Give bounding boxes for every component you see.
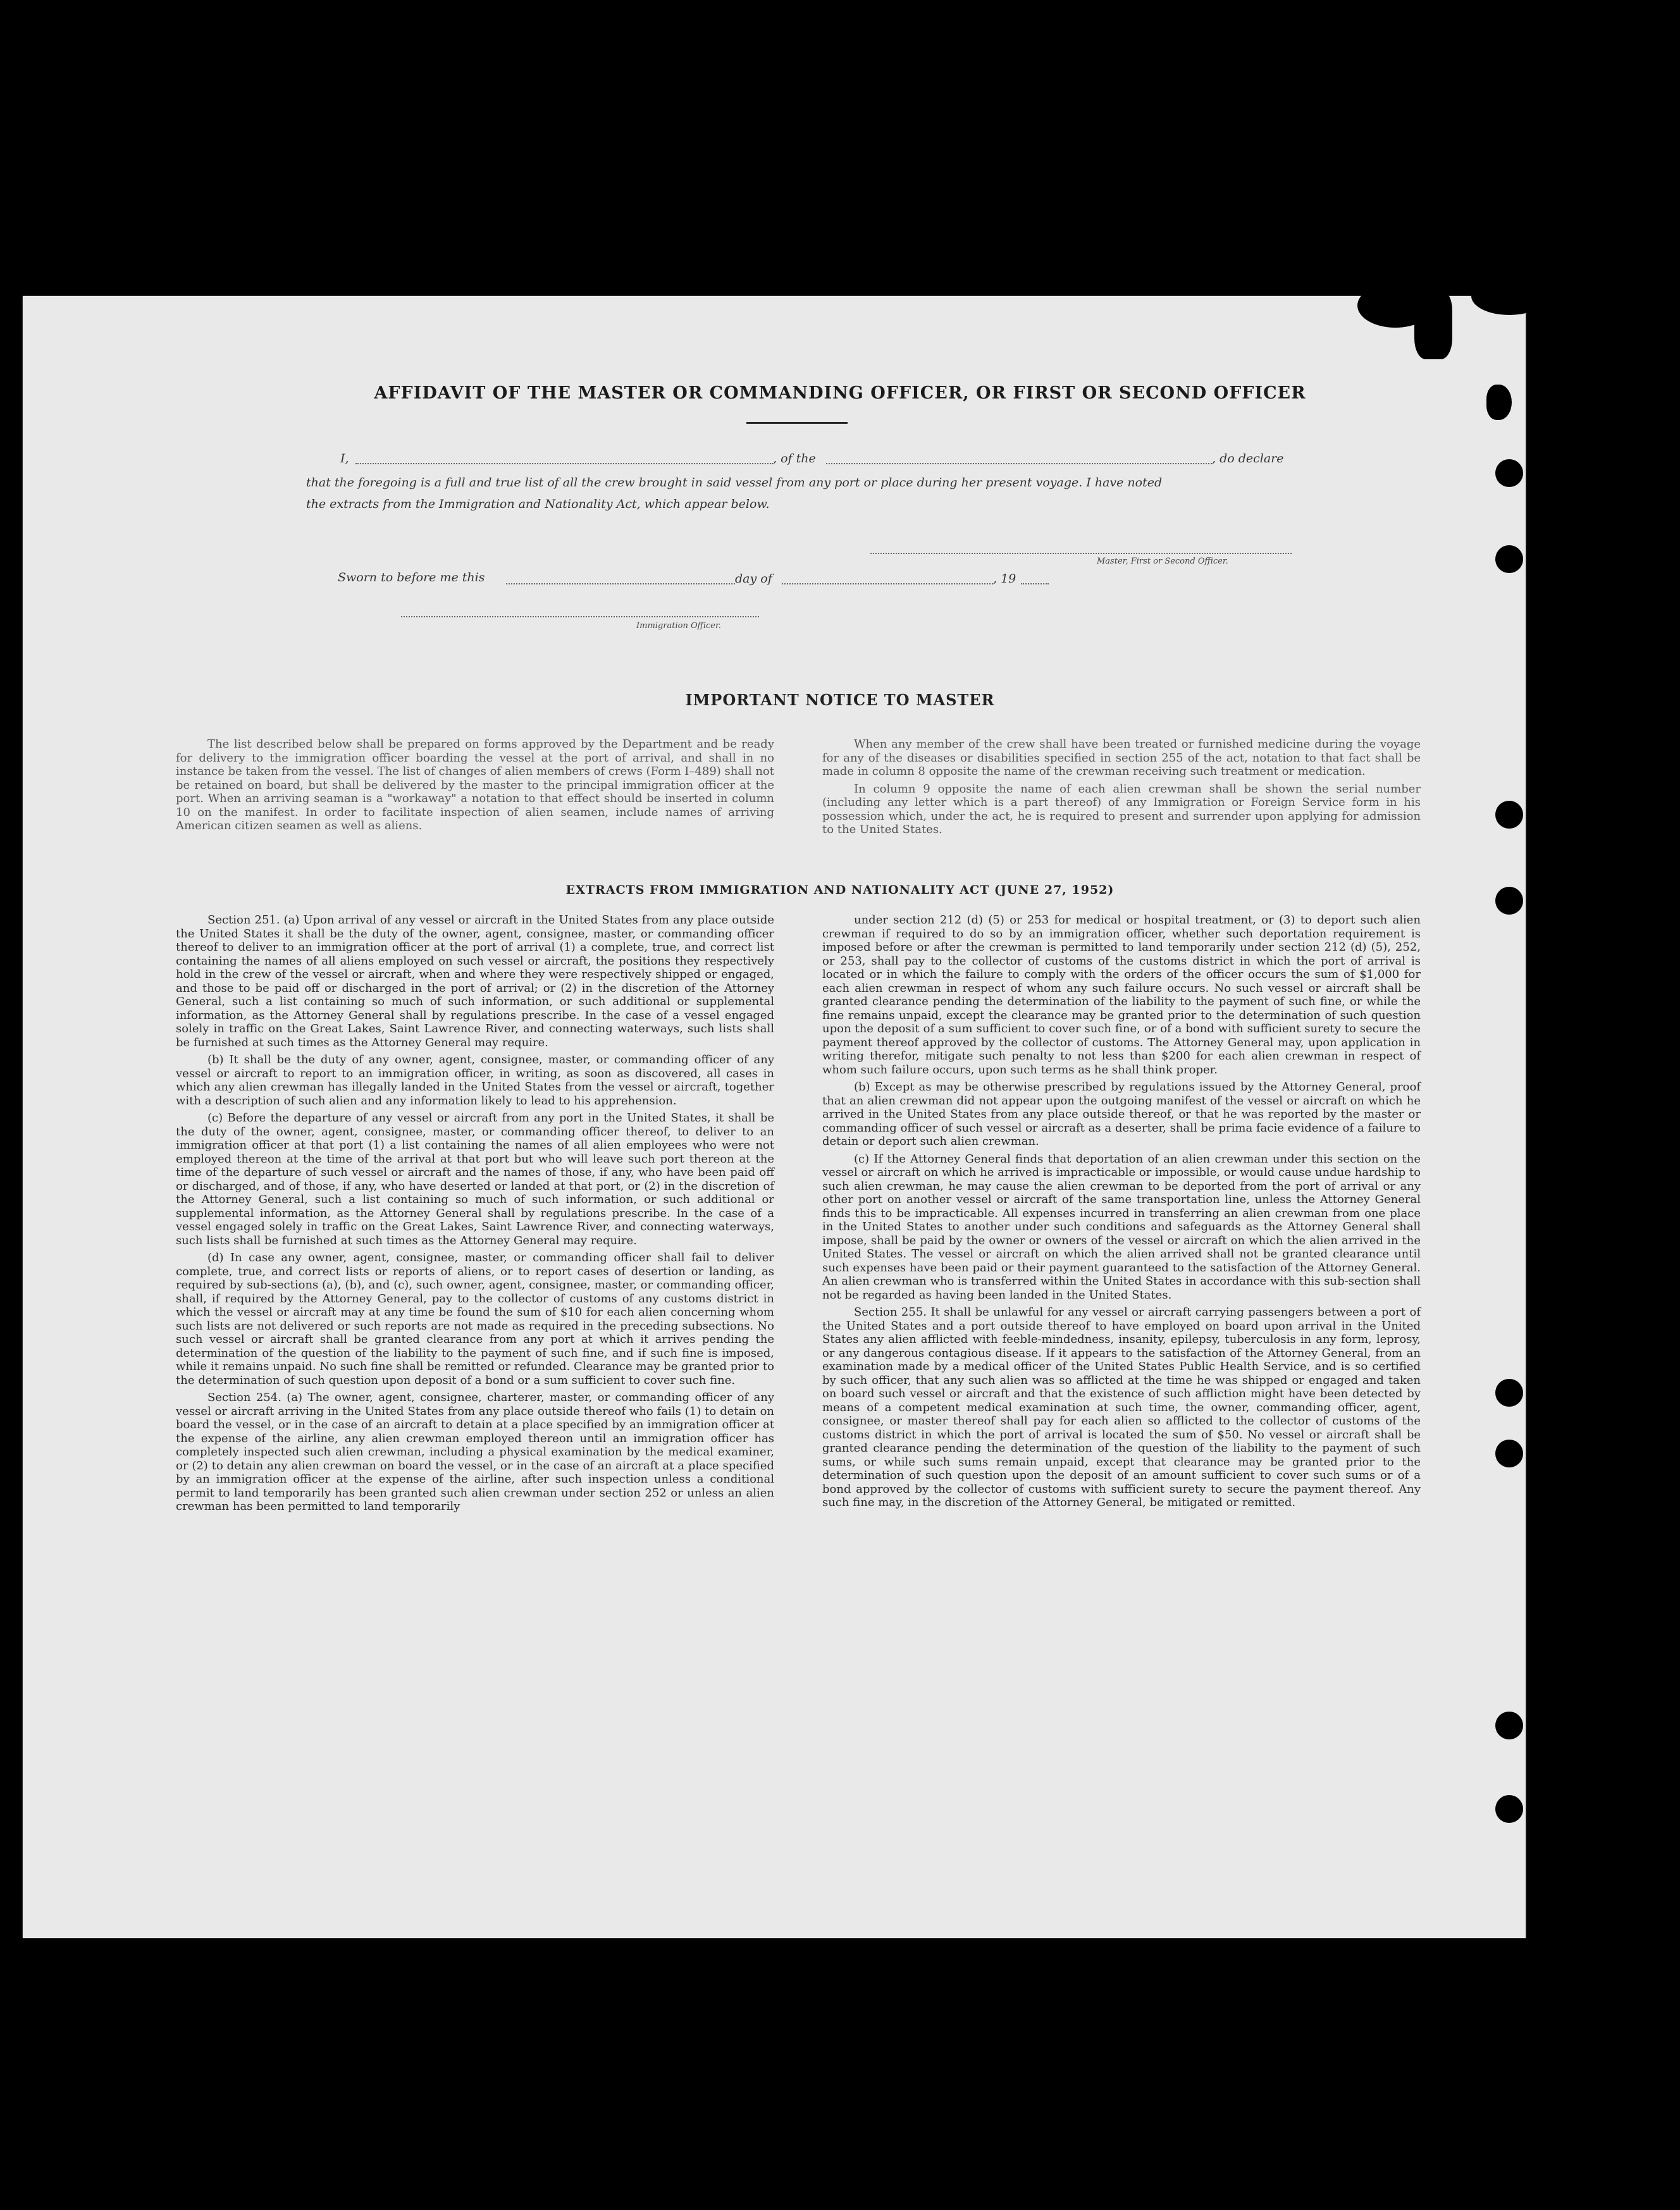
extracts-paragraph: (c) Before the departure of any vessel or aircraft from any port in the United States, it shall be the duty of the owner, agent, consignee, master, or commanding officer thereof, to deliver to an immigration officer at that port (1) a list containing the names of all alien employees who were not employed thereon at the time of the arrival at that port but who will leave such port thereon at the time of the departure of such vessel or aircraft and the names of those, if any, who have been paid off or discharged, and of those, if any, who have deserted or landed at that port, or (2) in the discretion of the Attorney General, such a list containing so much of such information, or such additional or supplemental information, as the Attorney General shall by regulations prescribe. In the case of a vessel engaged solely in traffic on the Great Lakes, Saint Lawrence River, and connecting waterways, such lists shall be furnished at such times as the Attorney General may require. <box>176 1111 774 1247</box>
day-of-label: day of <box>735 572 772 586</box>
notice-left-column <box>176 738 774 837</box>
punch-hole <box>1495 801 1523 829</box>
year-label: , 19 <box>993 572 1016 586</box>
master-signature-line[interactable] <box>870 553 1292 554</box>
notice-right-column <box>822 738 1421 841</box>
title-rule <box>746 422 848 424</box>
officer-signature-line[interactable] <box>401 616 759 617</box>
torn-edge <box>1471 277 1547 315</box>
notice-title: IMPORTANT NOTICE TO MASTER <box>685 691 995 709</box>
extracts-paragraph: Section 255. It shall be unlawful for any vessel or aircraft carrying passengers between a port of the United States and a port outside thereof to have employed on board upon arrival in the United States any alien afflicted with feeble-mindedness, insanity, epilepsy, tuberculosis in any form, leprosy, or any dangerous contagious disease. If it appears to the satisfaction of the Attorney General, from an examination made by a medical officer of the United States Public Health Service, and is so certified by such officer, that any such alien was so afflicted at the time he was shipped or engaged and taken on board such vessel or aircraft and that the existence of such affliction might have been detected by means of a competent medical examination at such time, the owner, commanding officer, agent, consignee, or master thereof shall pay for each alien so afflicted to the collector of customs of the customs district in which the port of arrival is located the sum of $50. No vessel or aircraft shall be granted clearance pending the determination of the question of the liability to the payment of such sums, or while such sums remain unpaid, except that clearance may be granted prior to the determination of such question upon the deposit of an amount sufficient to cover such sums or of a bond approved by the collector of customs with sufficient surety to secure the payment thereof. Any such fine may, in the discretion of the Attorney General, be mitigated or remitted. <box>822 1306 1421 1509</box>
affidavit-line-2: that the foregoing is a full and true list of all the crew brought in said vessel from any port or place during her present voyage. I have noted <box>306 476 1163 490</box>
extracts-paragraph: under section 212 (d) (5) or 253 for medical or hospital treatment, or (3) to deport such alien crewman if required to do so by an immigration officer, whether such deportation requirement is imposed before or after the crewman is permitted to land temporarily under section 212 (d) (5), 252, or 253, shall pay to the collector of customs of the customs district in which the port of arrival is located or in which the failure to comply with the orders of the officer occurs the sum of $1,000 for each alien crewman in respect of whom any such failure occurs. No such vessel or aircraft shall be granted clearance pending the determination of the liability to the payment of such fine, or while the fine remains unpaid, except the clearance may be granted prior to the determination of such question upon the deposit of a sum sufficient to cover such fine, or of a bond with sufficient surety to secure the payment thereof approved by the collector of customs. The Attorney General may, upon application in writing therefor, mitigate such penalty to not less than $200 for each alien crewman in respect of whom such failure occurs, upon such terms as he shall think proper. <box>822 913 1421 1077</box>
officer-caption: Immigration Officer. <box>636 621 721 631</box>
extracts-paragraph: Section 254. (a) The owner, agent, consignee, charterer, master, or commanding officer of any vessel or aircraft arriving in the United States from any place outside thereof who fails (1) to detain on board the vessel, or in the case of an aircraft to detain at a place specified by an immigration officer at the expense of the airline, any alien crewman employed thereon until an immigration officer has completely inspected such alien crewman, including a physical examination by the medical examiner, or (2) to detain any alien crewman on board the vessel, or in the case of an aircraft at a place specified by an immigration officer at the expense of the airline, after such inspection unless a conditional permit to land temporarily has been granted such alien crewman under section 252 or unless an alien crewman has been permitted to land temporarily <box>176 1391 774 1513</box>
punch-hole <box>1495 545 1523 573</box>
extracts-paragraph: Section 251. (a) Upon arrival of any vessel or aircraft in the United States from any place outside the United States it shall be the duty of the owner, agent, consignee, master, or commanding officer thereof to deliver to an immigration officer at the port of arrival (1) a complete, true, and correct list containing the names of all aliens employed on such vessel or aircraft, the positions they respectively hold in the crew of the vessel or aircraft, when and where they were respectively shipped or engaged, and those to be paid off or discharged in the port of arrival; or (2) in the discretion of the Attorney General, such a list containing so much of such information, or such additional or supplemental information, as the Attorney General shall by regulations prescribe. In the case of a vessel engaged solely in traffic on the Great Lakes, Saint Lawrence River, and connecting waterways, such lists shall be furnished at such times as the Attorney General may require. <box>176 913 774 1049</box>
notice-left-paragraph: The list described below shall be prepared on forms approved by the Department and be ready for delivery to the immigration officer boarding the vessel at the port of arrival, and shall in no instance be taken from the vessel. The list of changes of alien members of crews (Form I–489) shall not be retained on board, but shall be delivered by the master to the principal immigration officer at the port. When an arriving seaman is a "workaway" a notation to that effect should be inserted in column 10 on the manifest. In order to facilitate inspection of alien seamen, include names of arriving American citizen seamen as well as aliens. <box>176 738 774 832</box>
master-caption: Master, First or Second Officer. <box>1097 557 1228 566</box>
sworn-day-line[interactable] <box>506 583 735 584</box>
affidavit-title: AFFIDAVIT OF THE MASTER OR COMMANDING OFFICER, OR FIRST OR SECOND OFFICER <box>374 383 1306 403</box>
extracts-paragraph: (b) Except as may be otherwise prescribed by regulations issued by the Attorney General, proof that an alien crewman did not appear upon the outgoing manifest of the vessel or aircraft on which he arrived in the United States from any place outside thereof, or that he was reported by the master or commanding officer of such vessel or aircraft as a deserter, shall be prima facie evidence of a failure to detain or deport such alien crewman. <box>822 1080 1421 1148</box>
punch-hole <box>1495 459 1523 487</box>
sworn-month-line[interactable] <box>782 583 993 584</box>
punch-hole <box>1495 1440 1523 1467</box>
punch-hole <box>1495 1795 1523 1823</box>
extracts-paragraph: (d) In case any owner, agent, consignee, master, or commanding officer shall fail to deliver complete, true, and correct lists or reports of aliens, or to report cases of desertion or landing, as required by sub-sections (a), (b), and (c), such owner, agent, consignee, master, or commanding officer, shall, if required by the Attorney General, pay to the collector of customs of any customs district in which the vessel or aircraft may at any time be found the sum of $10 for each alien concerning whom such lists are not delivered or such reports are not made as required in the preceding subsections. No such vessel or aircraft shall be granted clearance from any port at which it arrives pending the determination of the question of the liability to the payment of such fine, and if such fine is imposed, while it remains unpaid. No such fine shall be remitted or refunded. Clearance may be granted prior to the determination of such question upon deposit of a bond or a sum sufficient to cover such fine. <box>176 1251 774 1387</box>
extracts-right-column <box>822 913 1421 1514</box>
torn-edge <box>1414 290 1452 359</box>
vessel-field-line[interactable] <box>826 463 1212 464</box>
affidavit-line-3: the extracts from the Immigration and Nationality Act, which appear below. <box>306 497 770 511</box>
affidavit-of-the-label: , of the <box>773 452 816 466</box>
extracts-paragraph: (b) It shall be the duty of any owner, agent, consignee, master, or commanding officer of any vessel or aircraft to report to an immigration officer, in writing, as soon as discovered, all cases in which any alien crewman has illegally landed in the United States from the vessel or aircraft, together with a description of such alien and any information likely to lead to his apprehension. <box>176 1053 774 1108</box>
extracts-title: EXTRACTS FROM IMMIGRATION AND NATIONALITY ACT (JUNE 27, 1952) <box>565 883 1115 897</box>
sworn-year-line[interactable] <box>1021 583 1049 584</box>
extracts-left-column <box>176 913 774 1517</box>
extracts-paragraph: (c) If the Attorney General finds that deportation of an alien crewman under this section on the vessel or aircraft on which he arrived is impracticable or impossible, or would cause undue hardship to such alien crewman, he may cause the alien crewman to be deported from the port of arrival or any other port on another vessel or aircraft of the same transportation line, unless the Attorney General finds this to be impracticable. All expenses incurred in transferring an alien crewman from one place in the United States to another under such conditions and safeguards as the Attorney General shall impose, shall be paid by the owner or owners of the vessel or aircraft on which the alien arrived in the United States. The vessel or aircraft on which the alien arrived shall not be granted clearance until such expenses have been paid or their payment guaranteed to the satisfaction of the Attorney General. An alien crewman who is transferred within the United States in accordance with this sub-section shall not be regarded as having been landed in the United States. <box>822 1152 1421 1302</box>
affidavit-i-label: I, <box>340 452 349 466</box>
sworn-label: Sworn to before me this <box>338 571 485 584</box>
punch-hole <box>1495 1379 1523 1407</box>
notice-right-paragraph: In column 9 opposite the name of each alien crewman shall be shown the serial number (including any letter which is a part thereof) of any Immigration or Foreign Service form in his possession which, under the act, he is required to present and surrender upon applying for admission to the United States. <box>822 782 1421 836</box>
name-field-line[interactable] <box>355 463 773 464</box>
notice-right-paragraph: When any member of the crew shall have been treated or furnished medicine during the voyage for any of the diseases or disabilities specified in section 255 of the act, notation to that fact shall be made in column 8 opposite the name of the crewman receiving such treatment or medication. <box>822 738 1421 778</box>
affidavit-declare-label: , do declare <box>1212 452 1284 466</box>
punch-hole <box>1495 1712 1523 1739</box>
